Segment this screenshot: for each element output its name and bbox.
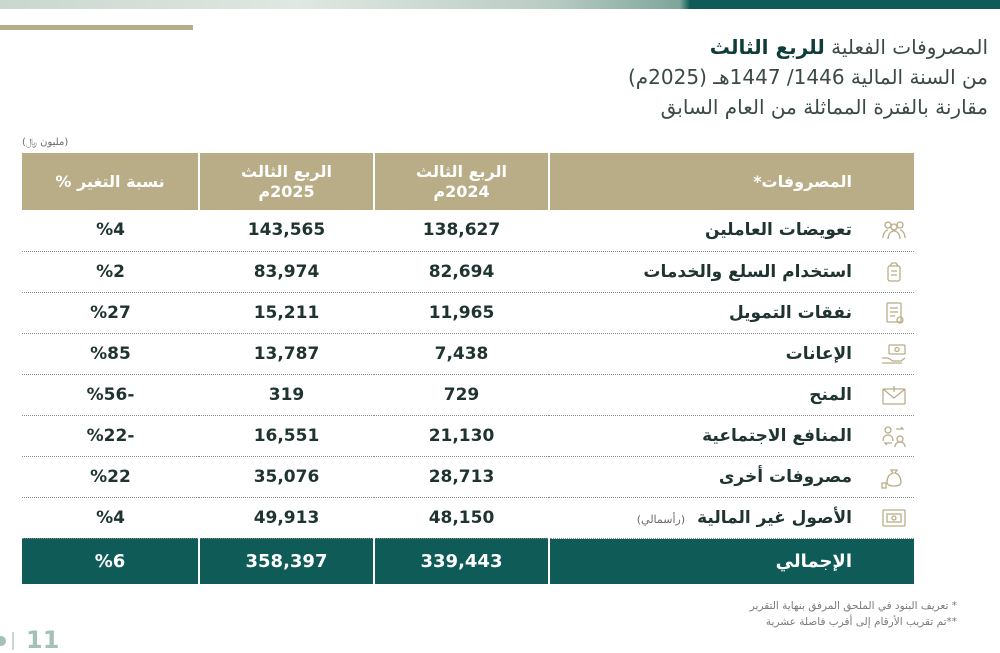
cell-change: %2 — [22, 251, 199, 292]
cell-q3-2025: 13,787 — [199, 333, 374, 374]
cell-q3-2025: 15,211 — [199, 292, 374, 333]
cell-q3-2025: 319 — [199, 374, 374, 415]
cell-q3-2025: 83,974 — [199, 251, 374, 292]
cell-q3-2024: 11,965 — [374, 292, 549, 333]
row-label: الإعانات — [785, 343, 852, 364]
cell-q3-2024: 82,694 — [374, 251, 549, 292]
footnote-1: * تعريف البنود في الملحق المرفق بنهاية التقرير — [749, 600, 957, 612]
cell-q3-2024: 7,438 — [374, 333, 549, 374]
header-q3-2024-line2: 2024م — [433, 181, 490, 201]
total-row — [22, 538, 914, 584]
table-row — [22, 251, 914, 292]
page-marker-bar — [12, 632, 14, 650]
title-line-3: مقارنة بالفترة المماثلة من العام السابق — [660, 95, 988, 119]
title-prefix: المصروفات الفعلية — [831, 35, 988, 59]
cell-q3-2025: 49,913 — [199, 497, 374, 538]
envelope-icon — [880, 383, 908, 407]
row-sublabel: (رأسمالي) — [636, 512, 686, 526]
table-row — [22, 333, 914, 374]
row-name-cell — [549, 210, 914, 251]
cell-q3-2025: 143,565 — [199, 210, 374, 251]
table-row — [22, 374, 914, 415]
row-label: نفقات التمويل — [728, 302, 852, 323]
cell-q3-2024: 21,130 — [374, 415, 549, 456]
footnote-2: **تم تقريب الأرقام إلى أقرب فاصلة عشرية — [765, 616, 957, 628]
row-label: تعويضات العاملين — [704, 220, 852, 241]
row-name-cell — [549, 456, 914, 497]
goods-icon — [880, 260, 908, 284]
document-icon — [880, 301, 908, 325]
row-label: المنح — [809, 384, 852, 405]
total-label: الإجمالي — [549, 538, 914, 584]
cell-change: %4 — [22, 497, 199, 538]
header-q3-2025 — [199, 153, 374, 210]
top-decorative-band — [0, 0, 1000, 9]
row-label: المنافع الاجتماعية — [702, 425, 852, 446]
cell-q3-2025: 35,076 — [199, 456, 374, 497]
cell-q3-2024: 138,627 — [374, 210, 549, 251]
cell-change: %27 — [22, 292, 199, 333]
row-label: الأصول غير المالية — [697, 507, 852, 528]
table-row — [22, 415, 914, 456]
expenditure-table — [22, 153, 914, 584]
total-q3-2025: 358,397 — [199, 538, 374, 584]
header-expenditures: المصروفات* — [549, 153, 914, 210]
cell-change: %85 — [22, 333, 199, 374]
table-row — [22, 292, 914, 333]
footnotes — [750, 598, 957, 630]
row-name-cell — [549, 415, 914, 456]
row-name-cell — [549, 292, 914, 333]
asset-icon — [880, 506, 908, 530]
page-number: 11 — [26, 626, 60, 653]
gold-rule — [0, 25, 193, 30]
total-q3-2024: 339,443 — [374, 538, 549, 584]
row-label: مصروفات أخرى — [718, 466, 852, 487]
cell-q3-2025: 16,551 — [199, 415, 374, 456]
title-bold: للربع الثالث — [709, 35, 825, 59]
unit-label: (مليون ﷼) — [22, 137, 69, 148]
row-name-cell — [549, 251, 914, 292]
row-name-cell — [549, 374, 914, 415]
table-row — [22, 210, 914, 251]
social-icon — [880, 424, 908, 448]
title-block — [368, 32, 988, 122]
total-change: %6 — [22, 538, 199, 584]
header-q3-2024-line1: الربع الثالث — [416, 161, 507, 181]
cell-q3-2024: 48,150 — [374, 497, 549, 538]
row-name-cell — [549, 333, 914, 374]
table-header-row — [22, 153, 914, 210]
table-row — [22, 497, 914, 538]
title-line-2: من السنة المالية 1446/ 1447هـ (2025م) — [627, 65, 988, 89]
title-line-1 — [368, 32, 988, 62]
people-icon — [880, 218, 908, 242]
row-label: استخدام السلع والخدمات — [643, 261, 852, 282]
row-name-cell — [549, 497, 914, 538]
cell-change: %22 — [22, 456, 199, 497]
header-change: نسبة التغير % — [22, 153, 199, 210]
header-q3-2025-line1: الربع الثالث — [241, 161, 332, 181]
table-row — [22, 456, 914, 497]
header-q3-2024 — [374, 153, 549, 210]
cell-q3-2024: 729 — [374, 374, 549, 415]
hand-money-icon — [880, 342, 908, 366]
cell-change: -%22 — [22, 415, 199, 456]
header-q3-2025-line2: 2025م — [258, 181, 315, 201]
money-bag-icon — [880, 465, 908, 489]
cell-q3-2024: 28,713 — [374, 456, 549, 497]
cell-change: -%56 — [22, 374, 199, 415]
cell-change: %4 — [22, 210, 199, 251]
page-marker-dot — [0, 636, 6, 646]
